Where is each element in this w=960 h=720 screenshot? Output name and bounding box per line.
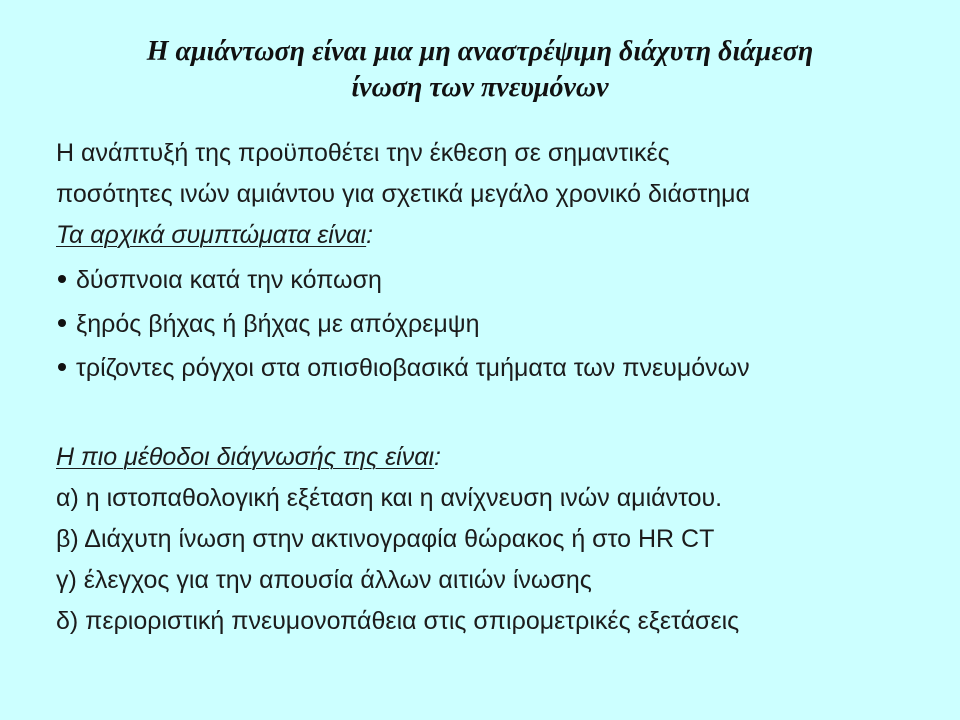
section-spacer [56,390,936,437]
slide-title-line-2: ίνωση των πνευμόνων [351,72,609,103]
diagnosis-item: α) η ιστοπαθολογική εξέταση και η ανίχνευση ινών αμιάντου. [56,484,723,512]
bullet-dot-icon [58,363,66,371]
symptom-text: τρίζοντες ρόγχοι στα οπισθιοβασικά τμήματα των πνευμόνων [76,354,750,382]
diagnosis-item: δ) περιοριστική πνευμονοπάθεια στις σπιρομετρικές εξετάσεις [56,607,740,635]
symptom-text: ξηρός βήχας ή βήχας με απόχρεμψη [76,310,480,338]
list-item [56,346,936,390]
intro-line-1: Η ανάπτυξή της προϋποθέτει την έκθεση σε σημαντικές [56,139,670,167]
diagnosis-item: γ) έλεγχος για την απουσία άλλων αιτιών ίνωσης [56,566,592,594]
symptoms-heading-text: Τα αρχικά συμπτώματα είναι [56,221,367,249]
symptom-text: δύσπνοια κατά την κόπωση [76,266,382,294]
bullet-dot-icon [58,319,66,327]
diagnosis-item: β) Διάχυτη ίνωση στην ακτινογραφία θώρακος ή στο HR CT [56,525,715,553]
intro-line-2: ποσότητες ινών αμιάντου για σχετικά μεγάλο χρονικό διάστημα [56,180,750,208]
diagnosis-heading-colon: : [434,443,441,471]
symptoms-heading-colon: : [366,221,374,249]
list-item [56,258,936,302]
bullet-dot-icon [58,275,66,283]
symptoms-list [56,258,936,390]
list-item [56,302,936,346]
slide-body [56,133,936,642]
slide-title [40,34,920,106]
slide-title-line-1: Η αμιάντωση είναι μια μη αναστρέψιμη διάχυτη διάμεση [146,36,814,67]
diagnosis-heading [56,437,936,478]
symptoms-heading [56,215,936,256]
diagnosis-heading-text: Η πιο μέθοδοι διάγνωσής της είναι [56,443,435,471]
